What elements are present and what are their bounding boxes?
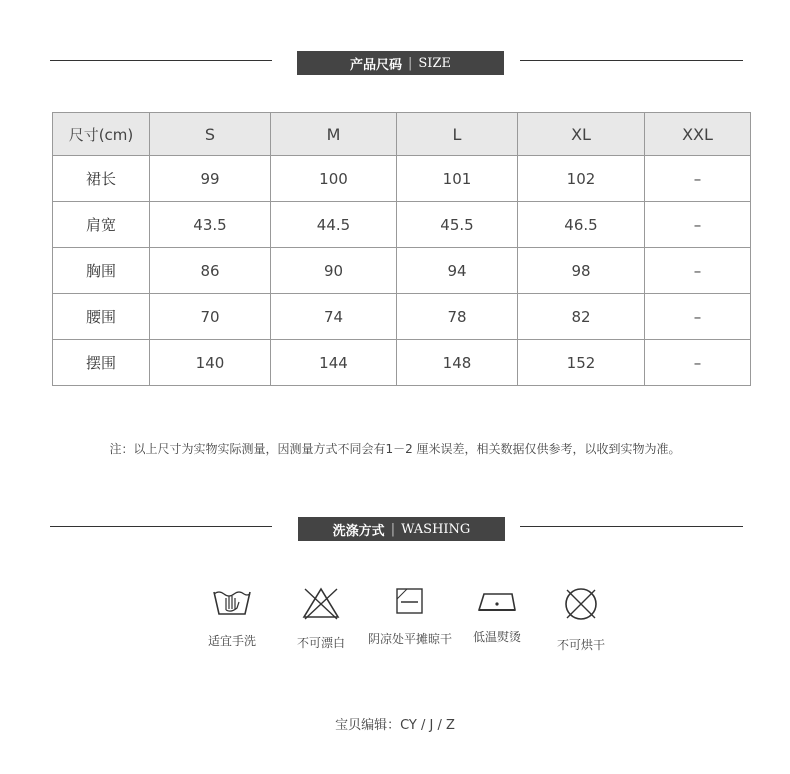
size-table [52, 112, 751, 386]
row-label: 胸围 [53, 248, 150, 294]
table-cell: 148 [397, 340, 518, 386]
table-cell: 43.5 [150, 202, 271, 248]
measurement-note: 注：以上尺寸为实物实际测量，因测量方式不同会有1－2 厘米误差，相关数据仅供参考，以收到实物为准。 [109, 442, 681, 456]
table-header-cell: L [397, 113, 518, 156]
row-label: 肩宽 [53, 202, 150, 248]
washing-title-zh: 洗涤方式 [332, 523, 385, 539]
washing-label: 适宜手洗 [207, 634, 256, 648]
table-header-cell: XXL [645, 113, 751, 156]
washing-item-no-bleach [276, 586, 366, 651]
table-cell: – [645, 294, 751, 340]
table-header-cell: XL [518, 113, 645, 156]
table-cell: 45.5 [397, 202, 518, 248]
size-section-banner [297, 51, 504, 75]
washing-divider-left [50, 526, 272, 527]
table-cell: – [645, 248, 751, 294]
washing-section-banner [298, 517, 505, 541]
size-title-en: SIZE [418, 55, 451, 71]
table-cell: – [645, 156, 751, 202]
table-row [53, 156, 751, 202]
table-cell: 78 [397, 294, 518, 340]
washing-item-hand-wash [187, 586, 277, 649]
no-tumble-dry-icon [563, 586, 599, 622]
washing-item-no-tumble-dry [536, 586, 626, 653]
table-cell: 140 [150, 340, 271, 386]
low-temp-iron-icon [476, 586, 518, 614]
table-cell: 144 [271, 340, 397, 386]
table-cell: 44.5 [271, 202, 397, 248]
size-title-zh: 产品尺码 [350, 57, 403, 73]
washing-item-low-temp-iron [452, 586, 542, 645]
table-cell: 94 [397, 248, 518, 294]
table-cell: 99 [150, 156, 271, 202]
table-cell: 82 [518, 294, 645, 340]
table-cell: 100 [271, 156, 397, 202]
table-cell: 74 [271, 294, 397, 340]
table-cell: 98 [518, 248, 645, 294]
table-row [53, 294, 751, 340]
hand-wash-icon [212, 586, 252, 618]
table-cell: 101 [397, 156, 518, 202]
row-label: 摆围 [53, 340, 150, 386]
table-row [53, 202, 751, 248]
size-divider-right [520, 60, 743, 61]
dry-flat-shade-icon [395, 586, 425, 616]
table-cell: 70 [150, 294, 271, 340]
row-label: 裙长 [53, 156, 150, 202]
size-divider-left [50, 60, 272, 61]
table-cell: 86 [150, 248, 271, 294]
table-header-row [53, 113, 751, 156]
size-title-separator: | [408, 55, 413, 71]
washing-item-dry-flat-shade [365, 586, 455, 647]
washing-label: 阴凉处平摊晾干 [367, 632, 452, 646]
washing-divider-right [520, 526, 743, 527]
table-cell: 152 [518, 340, 645, 386]
row-label: 腰围 [53, 294, 150, 340]
table-header-cell: S [150, 113, 271, 156]
washing-label: 不可烘干 [556, 638, 605, 652]
table-cell: 102 [518, 156, 645, 202]
table-cell: – [645, 340, 751, 386]
editor-credit: 宝贝编辑：CY / J / Z [335, 718, 455, 733]
table-row [53, 340, 751, 386]
table-cell: 90 [271, 248, 397, 294]
table-cell: – [645, 202, 751, 248]
table-header-cell: 尺寸(cm) [53, 113, 150, 156]
no-bleach-icon [301, 586, 341, 620]
washing-title-separator: | [390, 521, 396, 537]
table-cell: 46.5 [518, 202, 645, 248]
table-row [53, 248, 751, 294]
washing-title-en: WASHING [401, 521, 471, 537]
washing-label: 低温熨烫 [472, 630, 521, 644]
washing-label: 不可漂白 [296, 636, 345, 650]
table-header-cell: M [271, 113, 397, 156]
